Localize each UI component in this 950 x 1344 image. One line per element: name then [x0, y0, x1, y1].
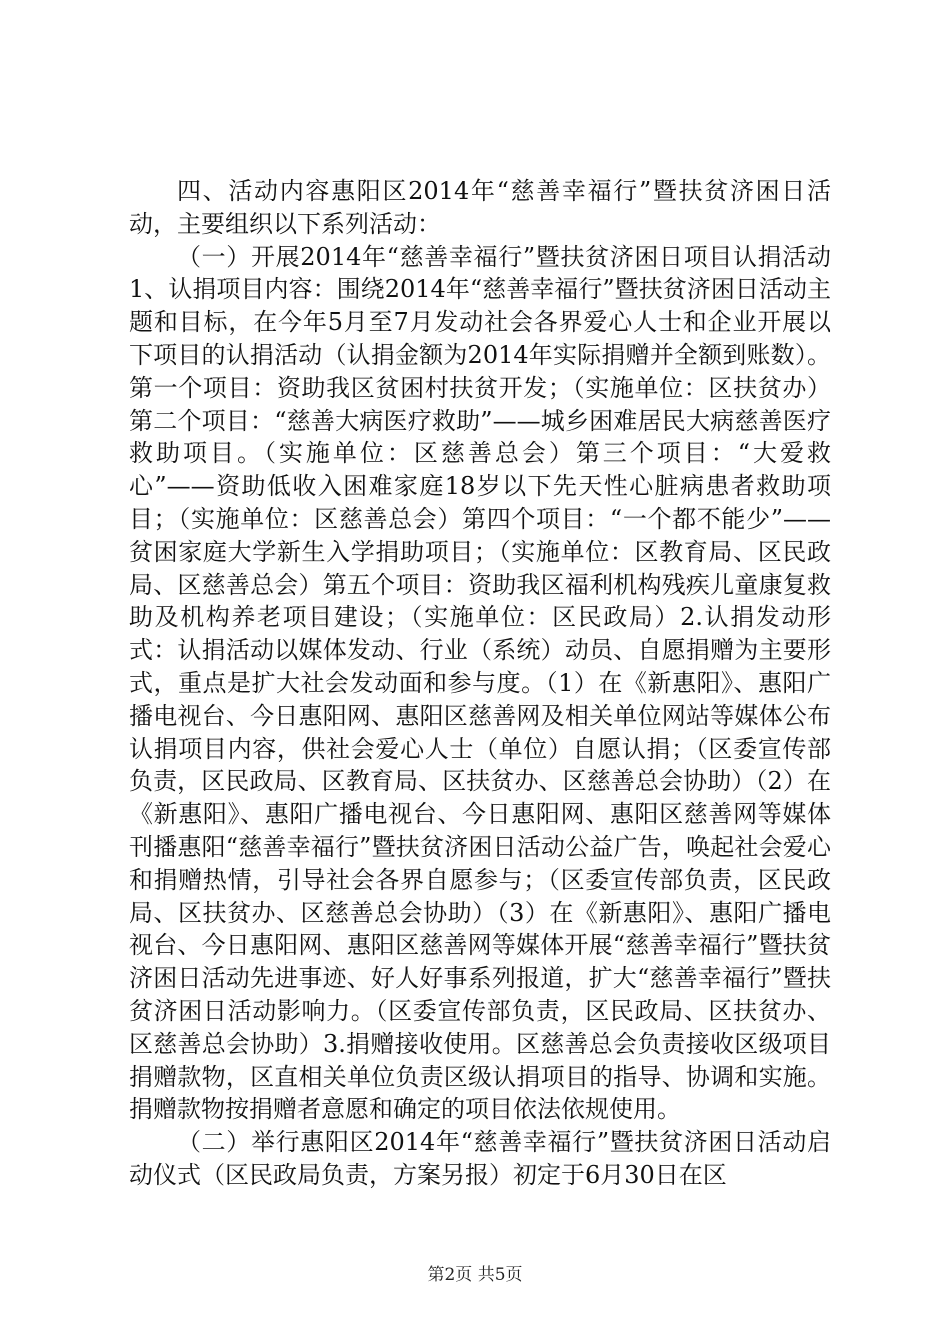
document-body: [129, 175, 831, 1192]
paragraph-activity-content: 四、活动内容惠阳区2014年“慈善幸福行”暨扶贫济困日活动，主要组织以下系列活动：: [129, 177, 831, 238]
page-footer: 第2页 共5页: [427, 1265, 523, 1285]
paragraph-pledge-projects: （一）开展2014年“慈善幸福行”暨扶贫济困日项目认捐活动1、认捐项目内容：围绕2014年“慈善幸福行”暨扶贫济困日活动主题和目标，在今年5月至7月发动社会各界爱心人士和企业开展以下项目的认捐活动（认捐金额为2014年实际捐赠并全额到账数）。第一个项目：资助我区贫困村扶贫开发；（实施单位：区扶贫办）第二个项目：“慈善大病医疗救助”——城乡困难居民大病慈善医疗救助项目。（实施单位：区慈善总会）第三个项目：“大爱救心”——资助低收入困难家庭18岁以下先天性心脏病患者救助项目；（实施单位：区慈善总会）第四个项目：“一个都不能少”——贫困家庭大学新生入学捐助项目；（实施单位：区教育局、区民政局、区慈善总会）第五个项目：资助我区福利机构残疾儿童康复救助及机构养老项目建设；（实施单位：区民政局）2.认捐发动形式：认捐活动以媒体发动、行业（系统）动员、自愿捐赠为主要形式，重点是扩大社会发动面和参与度。（1）在《新惠阳》、惠阳广播电视台、今日惠阳网、惠阳区慈善网及相关单位网站等媒体公布认捐项目内容，供社会爱心人士（单位）自愿认捐；（区委宣传部负责，区民政局、区教育局、区扶贫办、区慈善总会协助）（2）在《新惠阳》、惠阳广播电视台、今日惠阳网、惠阳区慈善网等媒体刊播惠阳“慈善幸福行”暨扶贫济困日活动公益广告，唤起社会爱心和捐赠热情，引导社会各界自愿参与；（区委宣传部负责，区民政局、区扶贫办、区慈善总会协助）（3）在《新惠阳》、惠阳广播电视台、今日惠阳网、惠阳区慈善网等媒体开展“慈善幸福行”暨扶贫济困日活动先进事迹、好人好事系列报道，扩大“慈善幸福行”暨扶贫济困日活动影响力。（区委宣传部负责，区民政局、区扶贫办、区慈善总会协助）3.捐赠接收使用。区慈善总会负责接收区级项目捐赠款物，区直相关单位负责区级认捐项目的指导、协调和实施。捐赠款物按捐赠者意愿和确定的项目依法依规使用。: [129, 242, 831, 1124]
paragraph-launch-ceremony: （二）举行惠阳区2014年“慈善幸福行”暨扶贫济困日活动启动仪式（区民政局负责，方案另报）初定于6月30日在区: [129, 1128, 831, 1189]
